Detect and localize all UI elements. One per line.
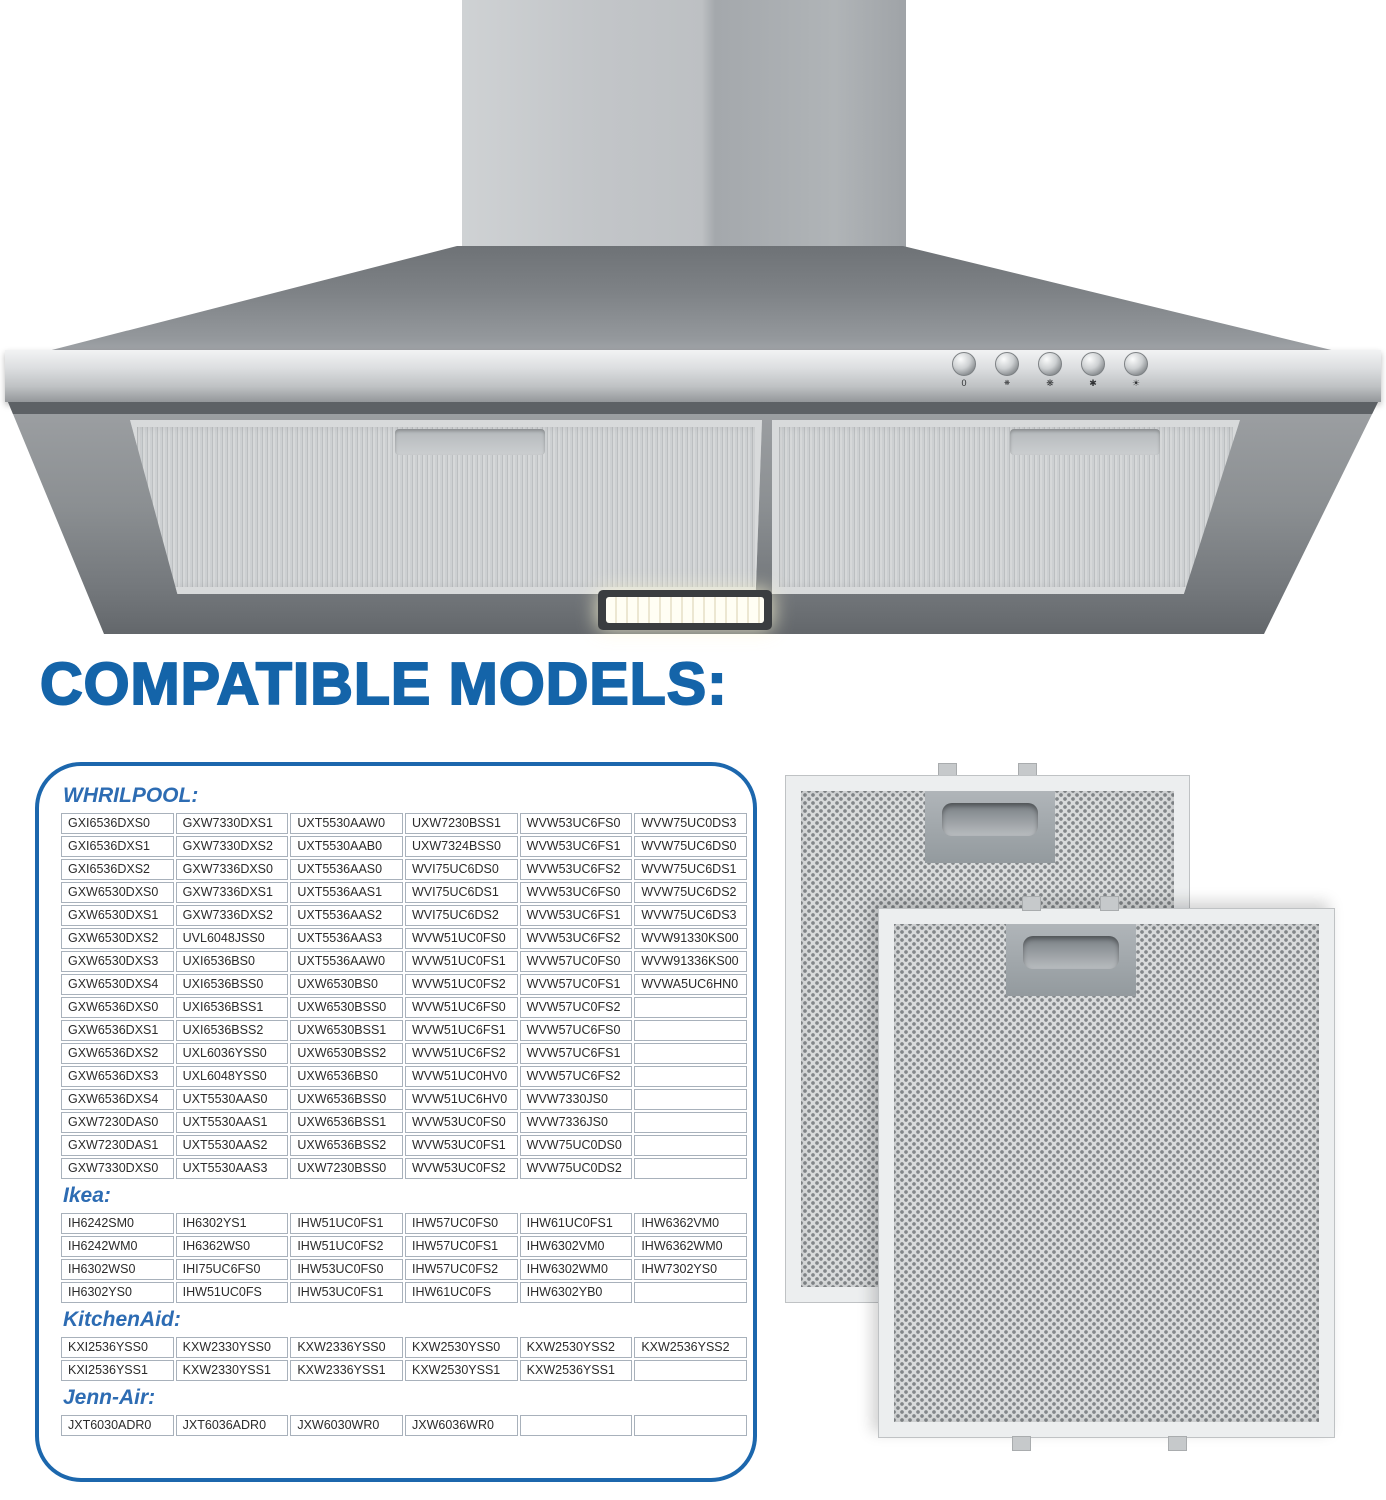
model-cell: GXW7336DXS0 [176,859,289,880]
model-cell: IHW51UC0FS2 [290,1236,403,1257]
model-cell [634,1066,747,1087]
model-cell: UXW7230BSS1 [405,813,518,834]
fan-high-button [1081,352,1105,396]
model-cell: IHW57UC0FS1 [405,1236,518,1257]
model-cell: GXW6536DXS3 [61,1066,174,1087]
model-cell: IH6242WM0 [61,1236,174,1257]
model-cell: JXW6030WR0 [290,1415,403,1436]
model-cell: UXW6530BSS0 [290,997,403,1018]
model-cell: GXW7230DAS1 [61,1135,174,1156]
model-cell: GXW7330DXS2 [176,836,289,857]
model-cell: WVW75UC6DS1 [634,859,747,880]
model-cell: KXW2530YSS0 [405,1337,518,1358]
fan-high-icon: ✱ [1089,378,1097,388]
hood-light-fixture [598,590,772,630]
model-cell: IHW61UC0FS [405,1282,518,1303]
power-off-icon: 0 [961,378,967,388]
fan-low-button [995,352,1019,396]
model-cell: IHW61UC0FS1 [520,1213,633,1234]
model-cell: WVW51UC0FS2 [405,974,518,995]
knob-icon [1038,352,1062,376]
compatible-models-box [35,762,757,1482]
knob-icon [952,352,976,376]
model-cell [520,1415,633,1436]
model-cell: WVW53UC0FS2 [405,1158,518,1179]
model-cell: UXT5530AAS3 [176,1158,289,1179]
model-cell: IHW6362WM0 [634,1236,747,1257]
model-cell: UXT5536AAW0 [290,951,403,972]
model-cell: IHW57UC0FS0 [405,1213,518,1234]
filter-handle [1006,924,1136,996]
model-cell: UXW6536BS0 [290,1066,403,1087]
model-cell: UXW6536BSS1 [290,1112,403,1133]
model-cell: UXW6530BSS1 [290,1020,403,1041]
model-cell: KXW2330YSS1 [176,1360,289,1381]
model-cell: GXW6536DXS1 [61,1020,174,1041]
models-table-whirlpool [61,813,747,1179]
model-cell: GXW6536DXS0 [61,997,174,1018]
model-cell: IHW6362VM0 [634,1213,747,1234]
hood-filter-panel-right [772,420,1240,594]
model-cell: UXW6536BSS2 [290,1135,403,1156]
model-cell: IH6302YS1 [176,1213,289,1234]
model-cell: UXW7324BSS0 [405,836,518,857]
model-cell: GXW6530DXS4 [61,974,174,995]
model-cell: UXI6536BSS1 [176,997,289,1018]
model-cell: KXW2536YSS2 [634,1337,747,1358]
brand-header: WHRILPOOL: [63,784,199,807]
model-cell: IHW6302VM0 [520,1236,633,1257]
model-cell: WVW57UC0FS2 [520,997,633,1018]
model-cell [634,997,747,1018]
model-cell: WVW53UC6FS2 [520,859,633,880]
model-cell: JXT6030ADR0 [61,1415,174,1436]
model-cell: GXW7330DXS0 [61,1158,174,1179]
model-cell: WVW7336JS0 [520,1112,633,1133]
filter-clip-tab [1168,1436,1187,1451]
model-cell: WVW51UC6FS2 [405,1043,518,1064]
light-button [1124,352,1148,396]
page-title: COMPATIBLE MODELS: [40,651,728,717]
model-cell: UXT5536AAS0 [290,859,403,880]
model-cell: KXW2530YSS2 [520,1337,633,1358]
model-cell [634,1282,747,1303]
section-whirlpool [61,784,753,1179]
model-cell: WVI75UC6DS2 [405,905,518,926]
model-cell: JXW6036WR0 [405,1415,518,1436]
model-cell: WVW51UC6FS1 [405,1020,518,1041]
model-cell: IHW51UC0FS [176,1282,289,1303]
model-cell: GXW6536DXS2 [61,1043,174,1064]
model-cell: UXW6530BS0 [290,974,403,995]
model-cell: WVW53UC0FS0 [405,1112,518,1133]
model-cell: UXI6536BS0 [176,951,289,972]
model-cell: GXW6530DXS1 [61,905,174,926]
model-cell: UXW7230BSS0 [290,1158,403,1179]
model-cell: UXL6048YSS0 [176,1066,289,1087]
model-cell: WVW53UC6FS1 [520,836,633,857]
model-cell: UXL6036YSS0 [176,1043,289,1064]
model-cell: WVW53UC6FS0 [520,882,633,903]
brand-header: Ikea: [63,1184,111,1207]
model-cell: WVW51UC0FS1 [405,951,518,972]
filter-handle-slot [1010,429,1160,455]
model-cell: WVW51UC6HV0 [405,1089,518,1110]
model-cell [634,1112,747,1133]
hood-light-glow [606,597,764,623]
model-cell [634,1158,747,1179]
model-cell [634,1043,747,1064]
model-cell: UXT5530AAW0 [290,813,403,834]
model-cell: GXI6536DXS1 [61,836,174,857]
model-cell: IH6362WS0 [176,1236,289,1257]
model-cell: GXW7336DXS1 [176,882,289,903]
filter-clip-tab [1012,1436,1031,1451]
model-cell: KXW2330YSS0 [176,1337,289,1358]
model-cell: IHW53UC0FS0 [290,1259,403,1280]
brand-header: Jenn-Air: [63,1386,156,1409]
model-cell: UXT5530AAS0 [176,1089,289,1110]
model-cell: WVW91330KS00 [634,928,747,949]
models-table-ikea [61,1213,747,1303]
hood-canopy [5,246,1381,362]
model-cell: IHW51UC0FS1 [290,1213,403,1234]
model-cell: WVI75UC6DS0 [405,859,518,880]
model-cell: WVW53UC6FS1 [520,905,633,926]
model-cell: UXT5530AAS1 [176,1112,289,1133]
model-cell: WVWA5UC6HN0 [634,974,747,995]
model-cell: WVW75UC0DS0 [520,1135,633,1156]
section-kitchenaid [61,1308,753,1381]
model-cell: WVW51UC0FS0 [405,928,518,949]
model-cell: UXI6536BSS2 [176,1020,289,1041]
section-jennair [61,1386,753,1436]
model-cell: WVW51UC6FS0 [405,997,518,1018]
model-cell: UXT5530AAB0 [290,836,403,857]
model-cell: WVW57UC6FS0 [520,1020,633,1041]
models-table-jennair [61,1415,747,1436]
filter-clip-tab [1022,896,1041,911]
model-cell: IHI75UC6FS0 [176,1259,289,1280]
filter-clip-tab [1100,896,1119,911]
model-cell: IHW6302WM0 [520,1259,633,1280]
model-cell: GXW7336DXS2 [176,905,289,926]
model-cell: WVW75UC6DS2 [634,882,747,903]
model-cell [634,1415,747,1436]
model-cell: WVW7330JS0 [520,1089,633,1110]
model-cell [634,1020,747,1041]
model-cell: KXW2536YSS1 [520,1360,633,1381]
model-cell: WVW75UC6DS3 [634,905,747,926]
model-cell: GXW6530DXS0 [61,882,174,903]
model-cell: KXI2536YSS1 [61,1360,174,1381]
model-cell: UXT5536AAS2 [290,905,403,926]
model-cell: WVW91336KS00 [634,951,747,972]
hood-control-band [5,350,1381,402]
fan-mid-icon: ❋ [1046,378,1054,388]
filter-handle [925,791,1055,863]
knob-icon [1124,352,1148,376]
model-cell: KXW2336YSS1 [290,1360,403,1381]
model-cell: UXI6536BSS0 [176,974,289,995]
model-cell [634,1135,747,1156]
filter-handle-slot [395,429,545,455]
model-cell: KXW2530YSS1 [405,1360,518,1381]
model-cell: WVI75UC6DS1 [405,882,518,903]
model-cell: IHW53UC0FS1 [290,1282,403,1303]
model-cell [634,1089,747,1110]
model-cell: WVW57UC0FS1 [520,974,633,995]
model-cell: GXI6536DXS0 [61,813,174,834]
model-cell: IHW7302YS0 [634,1259,747,1280]
model-cell: GXW6530DXS3 [61,951,174,972]
model-cell: WVW53UC6FS2 [520,928,633,949]
model-cell: UXW6536BSS0 [290,1089,403,1110]
knob-icon [995,352,1019,376]
model-cell: UXT5536AAS1 [290,882,403,903]
model-cell: IH6302YS0 [61,1282,174,1303]
model-cell: WVW57UC0FS0 [520,951,633,972]
light-icon: ☀ [1131,378,1141,388]
model-cell: WVW57UC6FS1 [520,1043,633,1064]
model-cell: WVW53UC0FS1 [405,1135,518,1156]
model-cell: GXI6536DXS2 [61,859,174,880]
model-cell: JXT6036ADR0 [176,1415,289,1436]
model-cell: KXW2336YSS0 [290,1337,403,1358]
models-table-kitchenaid [61,1337,747,1381]
section-ikea [61,1184,753,1303]
model-cell: WVW75UC6DS0 [634,836,747,857]
model-cell: IHW6302YB0 [520,1282,633,1303]
model-cell: GXW6530DXS2 [61,928,174,949]
hood-control-panel [952,352,1162,396]
hood-chimney [462,0,906,248]
model-cell: GXW6536DXS4 [61,1089,174,1110]
fan-mid-button [1038,352,1062,396]
model-cell: UVL6048JSS0 [176,928,289,949]
model-cell: WVW57UC6FS2 [520,1066,633,1087]
model-cell: WVW53UC6FS0 [520,813,633,834]
model-cell [634,1360,747,1381]
hood-filter-panel-left [130,420,762,594]
model-cell: IH6242SM0 [61,1213,174,1234]
model-cell: WVW75UC0DS2 [520,1158,633,1179]
model-cell: GXW7230DAS0 [61,1112,174,1133]
filter-mesh [894,924,1319,1422]
model-cell: IHW57UC0FS2 [405,1259,518,1280]
model-cell: UXT5530AAS2 [176,1135,289,1156]
knob-icon [1081,352,1105,376]
model-cell: UXW6530BSS2 [290,1043,403,1064]
model-cell: UXT5536AAS3 [290,928,403,949]
model-cell: KXI2536YSS0 [61,1337,174,1358]
model-cell: WVW51UC0HV0 [405,1066,518,1087]
grease-filter-front [878,908,1335,1438]
brand-header: KitchenAid: [63,1308,181,1331]
fan-low-icon: ❋ [1004,380,1010,387]
model-cell: GXW7330DXS1 [176,813,289,834]
model-cell: WVW75UC0DS3 [634,813,747,834]
power-off-button [952,352,976,396]
model-cell: IH6302WS0 [61,1259,174,1280]
